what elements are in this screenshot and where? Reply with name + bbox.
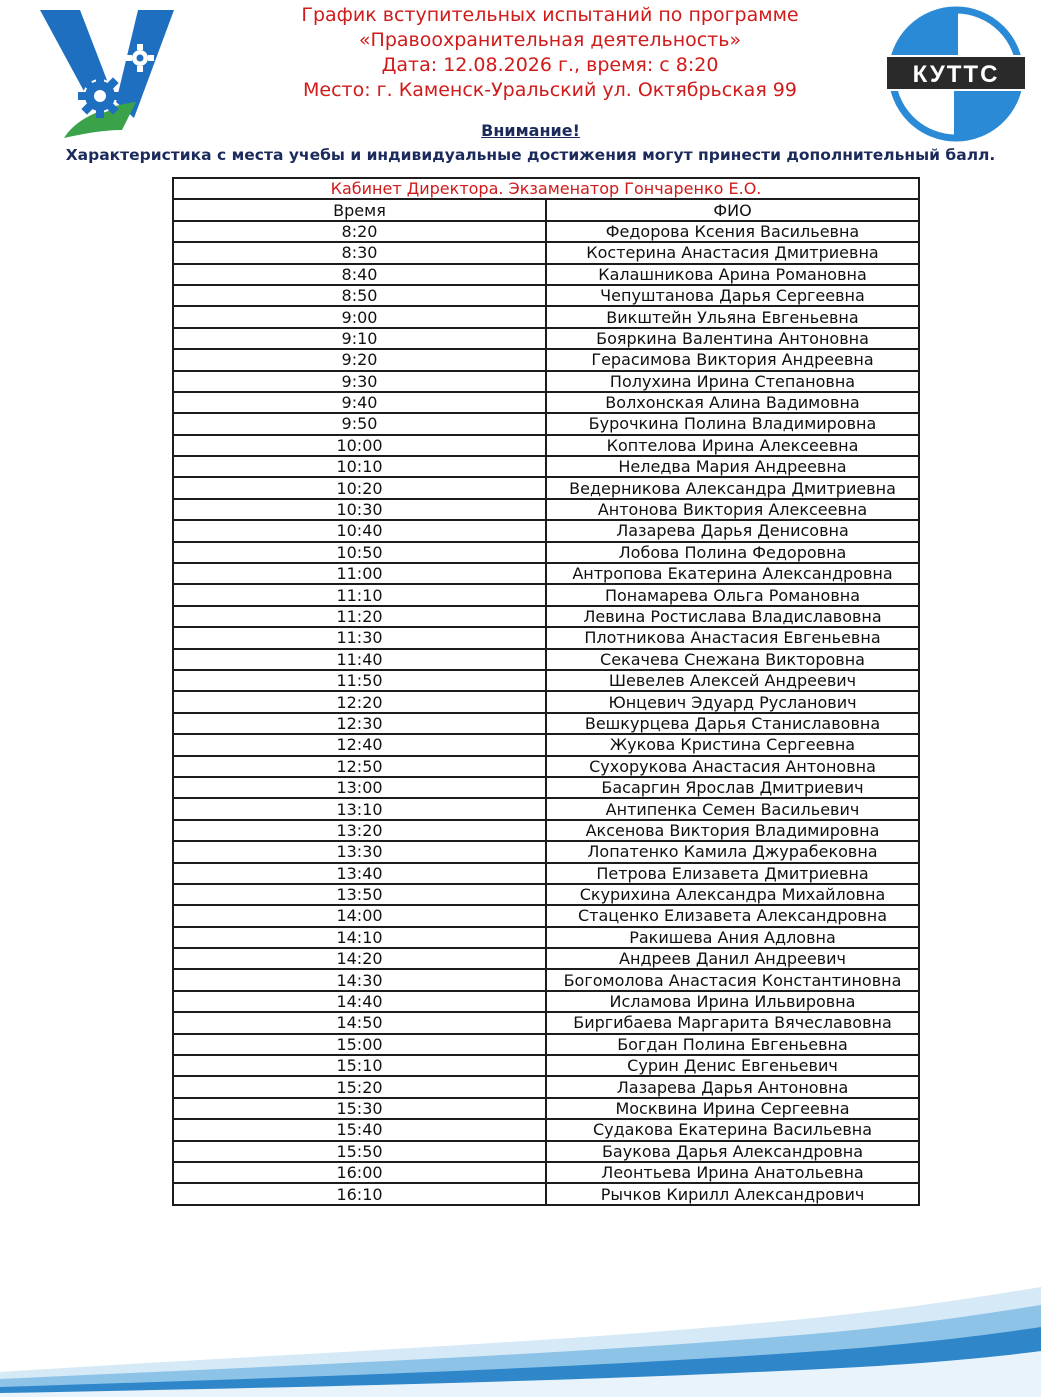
name-cell: Богомолова Анастасия Константиновна <box>546 969 919 990</box>
column-header-name: ФИО <box>546 199 919 220</box>
name-cell: Аксенова Виктория Владимировна <box>546 820 919 841</box>
time-cell: 9:00 <box>173 306 546 327</box>
name-cell: Плотникова Анастасия Евгеньевна <box>546 627 919 648</box>
table-row <box>173 584 919 605</box>
time-cell: 15:00 <box>173 1034 546 1055</box>
table-row <box>173 756 919 777</box>
time-cell: 13:40 <box>173 863 546 884</box>
name-cell: Биргибаева Маргарита Вячеславовна <box>546 1012 919 1033</box>
name-cell: Ракишева Ания Адловна <box>546 927 919 948</box>
table-row <box>173 563 919 584</box>
name-cell: Скурихина Александра Михайловна <box>546 884 919 905</box>
table-row <box>173 905 919 926</box>
table-row <box>173 1141 919 1162</box>
time-cell: 10:40 <box>173 520 546 541</box>
time-cell: 13:20 <box>173 820 546 841</box>
table-row <box>173 1098 919 1119</box>
table-header-row <box>173 199 919 220</box>
time-cell: 14:50 <box>173 1012 546 1033</box>
name-cell: Чепуштанова Дарья Сергеевна <box>546 285 919 306</box>
time-cell: 12:30 <box>173 713 546 734</box>
header-line-program: «Правоохранительная деятельность» <box>358 29 742 51</box>
time-cell: 15:40 <box>173 1119 546 1140</box>
time-cell: 13:50 <box>173 884 546 905</box>
name-cell: Ведерникова Александра Дмитриевна <box>546 477 919 498</box>
attention-note: Характеристика с места учебы и индивидуальные достижения могут принести дополнительный балл. <box>65 146 996 164</box>
time-cell: 11:50 <box>173 670 546 691</box>
time-cell: 9:30 <box>173 371 546 392</box>
name-cell: Лопатенко Камила Джурабековна <box>546 841 919 862</box>
table-row <box>173 1076 919 1097</box>
column-header-time: Время <box>173 199 546 220</box>
time-cell: 11:10 <box>173 584 546 605</box>
table-row <box>173 1055 919 1076</box>
table-row <box>173 948 919 969</box>
table-row <box>173 285 919 306</box>
name-cell: Неледва Мария Андреевна <box>546 456 919 477</box>
header-line-title: График вступительных испытаний по программе <box>301 4 799 26</box>
table-row <box>173 392 919 413</box>
time-cell: 14:10 <box>173 927 546 948</box>
table-row <box>173 820 919 841</box>
table-row <box>173 863 919 884</box>
time-cell: 13:30 <box>173 841 546 862</box>
name-cell: Антипенка Семен Васильевич <box>546 798 919 819</box>
name-cell: Костерина Анастасия Дмитриевна <box>546 242 919 263</box>
table-row <box>173 734 919 755</box>
table-row <box>173 649 919 670</box>
time-cell: 16:00 <box>173 1162 546 1183</box>
time-cell: 10:00 <box>173 435 546 456</box>
name-cell: Лобова Полина Федоровна <box>546 542 919 563</box>
table-row <box>173 349 919 370</box>
table-row <box>173 221 919 242</box>
table-row <box>173 670 919 691</box>
attention-heading: Внимание! <box>481 121 580 140</box>
table-row <box>173 991 919 1012</box>
name-cell: Понамарева Ольга Романовна <box>546 584 919 605</box>
name-cell: Сухорукова Анастасия Антоновна <box>546 756 919 777</box>
time-cell: 11:40 <box>173 649 546 670</box>
header-line-date: Дата: 12.08.2026 г., время: с 8:20 <box>381 54 719 76</box>
name-cell: Федорова Ксения Васильевна <box>546 221 919 242</box>
time-cell: 10:30 <box>173 499 546 520</box>
schedule-body <box>173 221 919 1205</box>
table-row <box>173 1034 919 1055</box>
table-row <box>173 1119 919 1140</box>
university-logo-icon <box>36 6 178 140</box>
name-cell: Калашникова Арина Романовна <box>546 264 919 285</box>
name-cell: Исламова Ирина Ильвировна <box>546 991 919 1012</box>
name-cell: Бояркина Валентина Антоновна <box>546 328 919 349</box>
table-row <box>173 798 919 819</box>
name-cell: Юнцевич Эдуард Русланович <box>546 691 919 712</box>
time-cell: 14:20 <box>173 948 546 969</box>
table-row <box>173 328 919 349</box>
name-cell: Волхонская Алина Вадимовна <box>546 392 919 413</box>
time-cell: 15:10 <box>173 1055 546 1076</box>
time-cell: 8:30 <box>173 242 546 263</box>
time-cell: 15:50 <box>173 1141 546 1162</box>
name-cell: Антропова Екатерина Александровна <box>546 563 919 584</box>
table-row <box>173 306 919 327</box>
kutts-logo-text: КУТТС <box>912 61 1000 88</box>
cabinet-row <box>173 178 919 199</box>
table-row <box>173 969 919 990</box>
time-cell: 13:10 <box>173 798 546 819</box>
time-cell: 14:40 <box>173 991 546 1012</box>
table-row <box>173 884 919 905</box>
time-cell: 10:20 <box>173 477 546 498</box>
time-cell: 11:00 <box>173 563 546 584</box>
table-row <box>173 1162 919 1183</box>
time-cell: 12:40 <box>173 734 546 755</box>
table-row <box>173 520 919 541</box>
name-cell: Лазарева Дарья Денисовна <box>546 520 919 541</box>
time-cell: 9:10 <box>173 328 546 349</box>
name-cell: Антонова Виктория Алексеевна <box>546 499 919 520</box>
name-cell: Викштейн Ульяна Евгеньевна <box>546 306 919 327</box>
name-cell: Шевелев Алексей Андреевич <box>546 670 919 691</box>
time-cell: 16:10 <box>173 1183 546 1204</box>
name-cell: Андреев Данил Андреевич <box>546 948 919 969</box>
table-row <box>173 1183 919 1204</box>
table-row <box>173 264 919 285</box>
time-cell: 9:50 <box>173 413 546 434</box>
time-cell: 12:20 <box>173 691 546 712</box>
name-cell: Стаценко Елизавета Александровна <box>546 905 919 926</box>
time-cell: 8:20 <box>173 221 546 242</box>
name-cell: Герасимова Виктория Андреевна <box>546 349 919 370</box>
time-cell: 8:40 <box>173 264 546 285</box>
name-cell: Леонтьева Ирина Анатольевна <box>546 1162 919 1183</box>
name-cell: Секачева Снежана Викторовна <box>546 649 919 670</box>
table-row <box>173 413 919 434</box>
name-cell: Коптелова Ирина Алексеевна <box>546 435 919 456</box>
time-cell: 11:30 <box>173 627 546 648</box>
table-row <box>173 542 919 563</box>
table-row <box>173 499 919 520</box>
time-cell: 12:50 <box>173 756 546 777</box>
name-cell: Вешкурцева Дарья Станиславовна <box>546 713 919 734</box>
name-cell: Бурочкина Полина Владимировна <box>546 413 919 434</box>
table-row <box>173 477 919 498</box>
decorative-wave <box>0 1227 1041 1397</box>
cabinet-label: Кабинет Директора. Экзаменатор Гончаренко Е.О. <box>173 178 919 199</box>
name-cell: Левина Ростислава Владиславовна <box>546 606 919 627</box>
name-cell: Басаргин Ярослав Дмитриевич <box>546 777 919 798</box>
time-cell: 10:50 <box>173 542 546 563</box>
time-cell: 10:10 <box>173 456 546 477</box>
exam-schedule-table <box>172 177 920 1206</box>
time-cell: 9:40 <box>173 392 546 413</box>
name-cell: Судакова Екатерина Васильевна <box>546 1119 919 1140</box>
table-row <box>173 242 919 263</box>
time-cell: 8:50 <box>173 285 546 306</box>
table-row <box>173 691 919 712</box>
time-cell: 9:20 <box>173 349 546 370</box>
table-row <box>173 927 919 948</box>
name-cell: Сурин Денис Евгеньевич <box>546 1055 919 1076</box>
table-row <box>173 627 919 648</box>
table-row <box>173 841 919 862</box>
name-cell: Богдан Полина Евгеньевна <box>546 1034 919 1055</box>
name-cell: Петрова Елизавета Дмитриевна <box>546 863 919 884</box>
table-row <box>173 777 919 798</box>
table-row <box>173 1012 919 1033</box>
time-cell: 15:20 <box>173 1076 546 1097</box>
name-cell: Лазарева Дарья Антоновна <box>546 1076 919 1097</box>
name-cell: Москвина Ирина Сергеевна <box>546 1098 919 1119</box>
name-cell: Баукова Дарья Александровна <box>546 1141 919 1162</box>
time-cell: 13:00 <box>173 777 546 798</box>
name-cell: Жукова Кристина Сергеевна <box>546 734 919 755</box>
time-cell: 15:30 <box>173 1098 546 1119</box>
table-row <box>173 456 919 477</box>
table-row <box>173 371 919 392</box>
time-cell: 14:00 <box>173 905 546 926</box>
document-header <box>240 3 860 103</box>
time-cell: 14:30 <box>173 969 546 990</box>
name-cell: Полухина Ирина Степановна <box>546 371 919 392</box>
header-line-place: Место: г. Каменск-Уральский ул. Октябрьская 99 <box>303 79 797 101</box>
time-cell: 11:20 <box>173 606 546 627</box>
table-row <box>173 435 919 456</box>
table-row <box>173 713 919 734</box>
name-cell: Рычков Кирилл Александрович <box>546 1183 919 1204</box>
table-row <box>173 606 919 627</box>
